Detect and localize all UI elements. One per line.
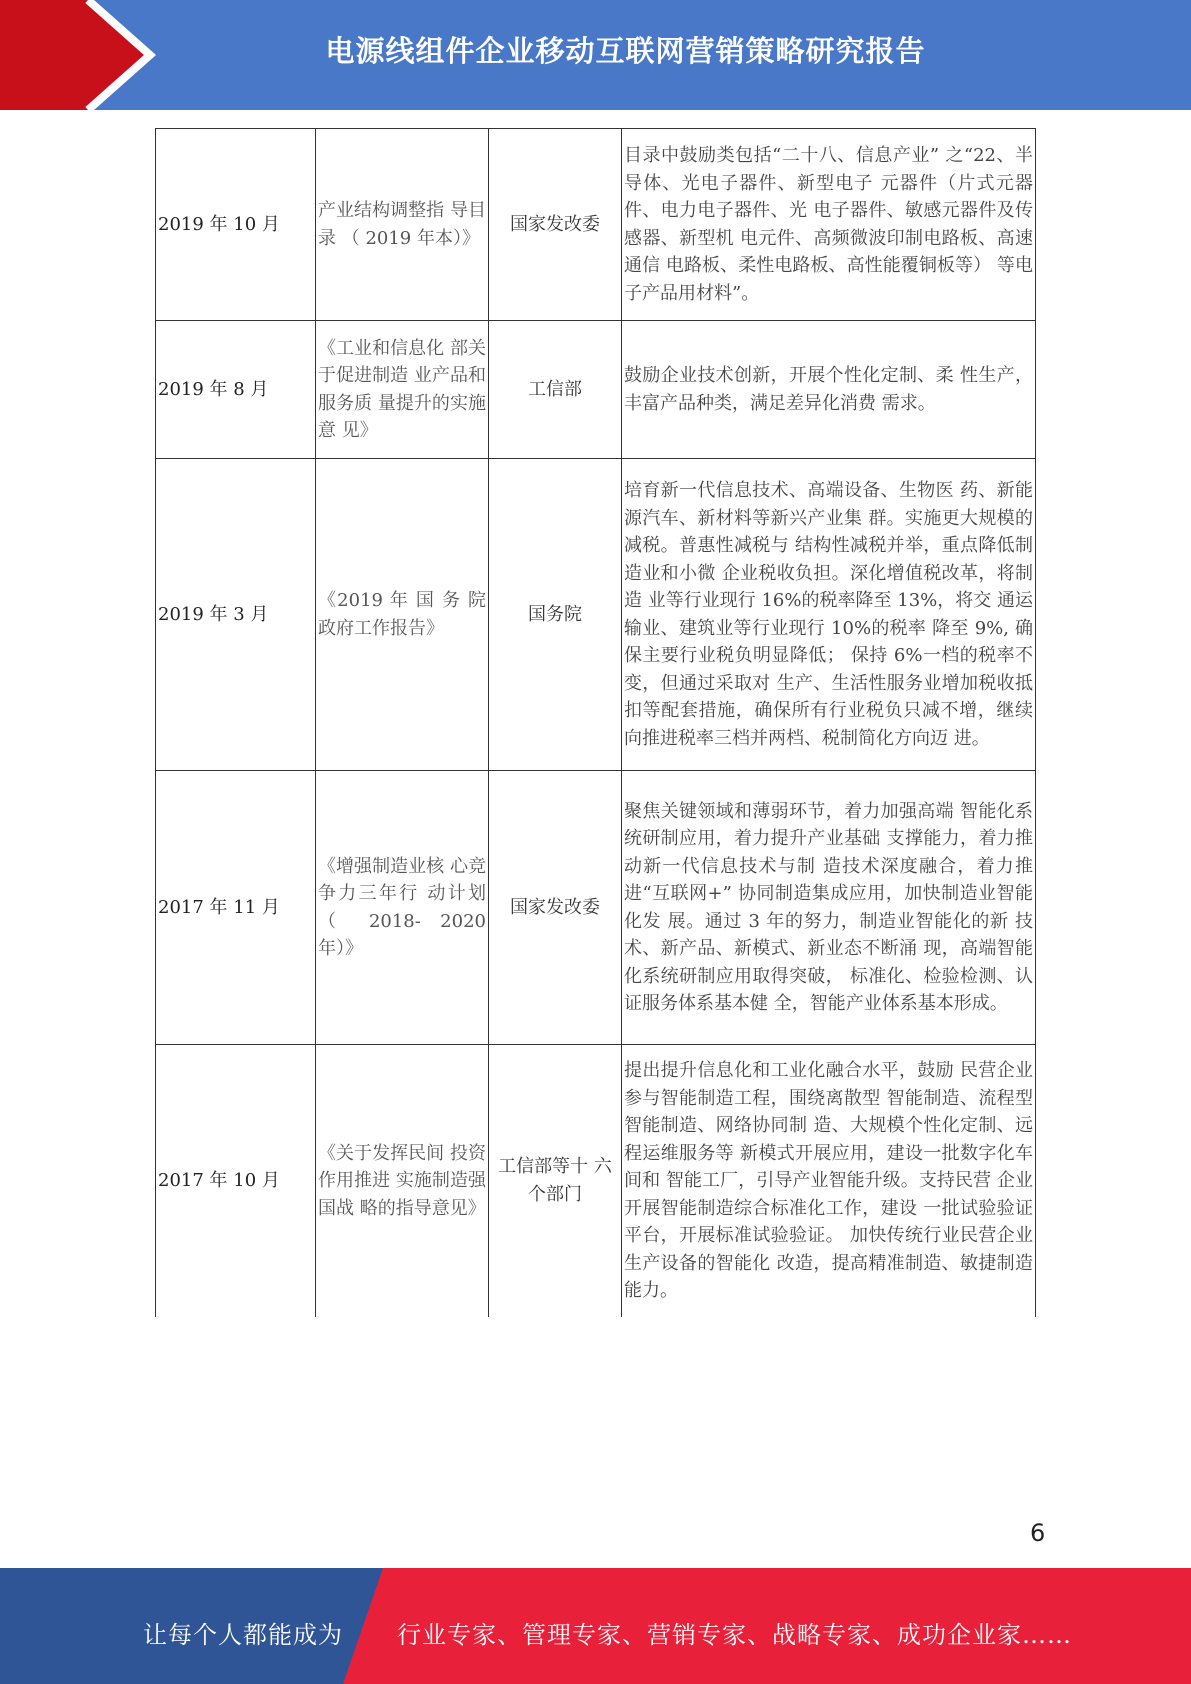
policy-name: 产业结构调整指 导目 录 （ 2019 年本）》: [316, 129, 489, 321]
policy-issuer: 国家发改委: [489, 771, 622, 1045]
table-row: [156, 1045, 1036, 1317]
table-row: [156, 321, 1036, 459]
policy-content: 提出提升信息化和工业化融合水平，鼓励 民营企业参与智能制造工程，围绕离散型 智能制造、流程型智能制造、网络协同制 造、大规模个性化定制、远程运维服务等 新模式开展应用，建设一批数字化车间和 智能工厂，引导产业智能升级。支持民营 企业开展智能制造综合标准化工作，建设 一批试验验证平台，开展标准试验验证。 加快传统行业民营企业生产设备的智能化 改造，提高精准制造、敏捷制造能力。: [622, 1045, 1036, 1317]
table-row: [156, 771, 1036, 1045]
policy-content: 目录中鼓励类包括“二十八、信息产业” 之“22、半导体、光电子器件、新型电子 元器件（片式元器件、电力电子器件、光 电子器件、敏感元器件及传感器、新型机 电元件、高频微波印制电路板、高速通信 电路板、柔性电路板、高性能覆铜板等） 等电子产品用材料”。: [622, 129, 1036, 321]
policy-name: 《工业和信息化 部关于促进制造 业产品和服务质 量提升的实施意 见》: [316, 321, 489, 459]
policy-date: 2019 年 3 月: [156, 459, 316, 771]
policy-issuer: 国务院: [489, 459, 622, 771]
report-title: 电源线组件企业移动互联网营销策略研究报告: [325, 34, 926, 68]
policy-issuer: 国家发改委: [489, 129, 622, 321]
policy-issuer: 工信部: [489, 321, 622, 459]
policy-content: 培育新一代信息技术、高端设备、生物医 药、新能源汽车、新材料等新兴产业集 群。实施更大规模的减税。普惠性减税与 结构性减税并举，重点降低制造业和小微 企业税收负担。深化增值税改革，将制造 业等行业现行 16%的税率降至 13%，将交 通运输业、建筑业等行业现行 10%的税率 降至 9%, 确保主要行业税负明显降低； 保持 6%一档的税率不变，但通过采取对 生产、生活性服务业增加税收抵扣等配套措施，确保所有行业税负只减不增，继续 向推进税率三档并两档、税制简化方向迈 进。: [622, 459, 1036, 771]
page-number: 6: [1030, 1519, 1046, 1547]
policy-name: 《关于发挥民间 投资作用推进 实施制造强国战 略的指导意见》: [316, 1045, 489, 1317]
policy-content: 聚焦关键领域和薄弱环节，着力加强高端 智能化系统研制应用，着力提升产业基础 支撑能力，着力推动新一代信息技术与制 造技术深度融合，着力推进“互联网+” 协同制造集成应用，加快制造业智能化发 展。通过 3 年的努力，制造业智能化的新 技术、新产品、新模式、新业态不断涌 现，高端智能化系统研制应用取得突破， 标准化、检验检测、认证服务体系基本健 全，智能产业体系基本形成。: [622, 771, 1036, 1045]
policy-date: 2019 年 10 月: [156, 129, 316, 321]
policy-date: 2017 年 10 月: [156, 1045, 316, 1317]
policy-issuer: 工信部等十 六个部门: [489, 1045, 622, 1317]
policy-date: 2017 年 11 月: [156, 771, 316, 1045]
table-row: [156, 129, 1036, 321]
policy-table: [155, 128, 1036, 1317]
policy-content: 鼓励企业技术创新，开展个性化定制、柔 性生产，丰富产品种类，满足差异化消费 需求。: [622, 321, 1036, 459]
policy-name: 《增强制造业核 心竞争力三年行 动计划 （ 2018- 2020 年）》: [316, 771, 489, 1045]
footer-slogan-list: 行业专家、管理专家、营销专家、战略专家、成功企业家……: [397, 1621, 1072, 1649]
table-row: [156, 459, 1036, 771]
footer-slogan-lead: 让每个人都能成为: [143, 1621, 343, 1649]
policy-date: 2019 年 8 月: [156, 321, 316, 459]
policy-name: 《2019 年 国 务 院政府工作报告》: [316, 459, 489, 771]
